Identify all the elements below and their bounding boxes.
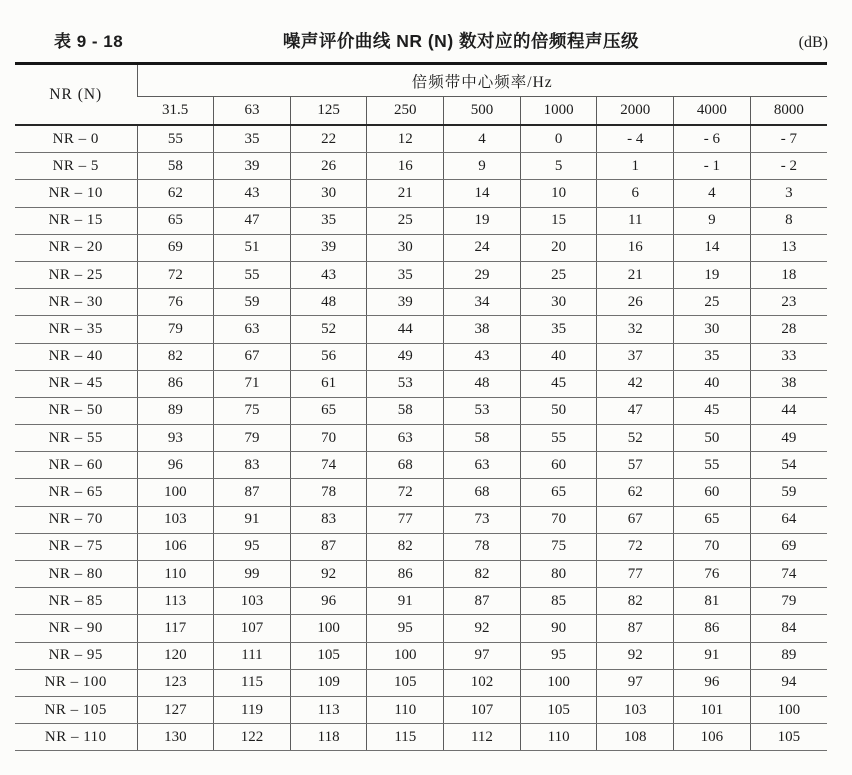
value-cell: 80 [520,561,597,588]
value-cell: 25 [520,261,597,288]
value-cell: 4 [444,125,521,153]
value-cell: 38 [750,370,827,397]
row-label: NR – 55 [15,425,137,452]
value-cell: 75 [214,397,291,424]
value-cell: 59 [750,479,827,506]
value-cell: 1 [597,153,674,180]
value-cell: 82 [597,588,674,615]
value-cell: 106 [674,724,751,751]
row-label: NR – 90 [15,615,137,642]
value-cell: 8 [750,207,827,234]
value-cell: - 4 [597,125,674,153]
value-cell: 73 [444,506,521,533]
value-cell: 43 [290,261,367,288]
value-cell: 85 [520,588,597,615]
row-label: NR – 40 [15,343,137,370]
row-label: NR – 35 [15,316,137,343]
value-cell: 72 [137,261,214,288]
table-row [15,234,827,261]
table-unit-label: (dB) [798,34,828,51]
table-row [15,153,827,180]
row-label: NR – 30 [15,289,137,316]
table-row [15,642,827,669]
table-row [15,425,827,452]
table-row [15,561,827,588]
table-row [15,724,827,751]
freq-header-cell: 250 [367,97,444,126]
row-label: NR – 20 [15,234,137,261]
table-body [15,125,827,751]
value-cell: 37 [597,343,674,370]
value-cell: 63 [367,425,444,452]
value-cell: 70 [290,425,367,452]
value-cell: 55 [674,452,751,479]
value-cell: 100 [137,479,214,506]
value-cell: 59 [214,289,291,316]
freq-header-cell: 1000 [520,97,597,126]
value-cell: 118 [290,724,367,751]
value-cell: 82 [137,343,214,370]
table-row [15,261,827,288]
value-cell: 9 [674,207,751,234]
table-row [15,669,827,696]
value-cell: 56 [290,343,367,370]
value-cell: 91 [674,642,751,669]
value-cell: 68 [367,452,444,479]
row-label: NR – 15 [15,207,137,234]
value-cell: 86 [674,615,751,642]
row-label: NR – 45 [15,370,137,397]
row-label: NR – 105 [15,696,137,723]
value-cell: 100 [750,696,827,723]
value-cell: 32 [597,316,674,343]
row-label: NR – 60 [15,452,137,479]
value-cell: 120 [137,642,214,669]
table-row [15,615,827,642]
value-cell: 96 [290,588,367,615]
value-cell: - 6 [674,125,751,153]
value-cell: 40 [674,370,751,397]
row-label: NR – 5 [15,153,137,180]
value-cell: 39 [214,153,291,180]
value-cell: 103 [597,696,674,723]
value-cell: 44 [750,397,827,424]
table-row [15,588,827,615]
table-row [15,506,827,533]
value-cell: 58 [137,153,214,180]
row-label: NR – 50 [15,397,137,424]
value-cell: 15 [520,207,597,234]
row-label: NR – 10 [15,180,137,207]
value-cell: 122 [214,724,291,751]
value-cell: 20 [520,234,597,261]
row-label: NR – 25 [15,261,137,288]
value-cell: 72 [597,533,674,560]
value-cell: 97 [444,642,521,669]
value-cell: 26 [290,153,367,180]
row-label: NR – 100 [15,669,137,696]
value-cell: 101 [674,696,751,723]
value-cell: 105 [750,724,827,751]
value-cell: 76 [137,289,214,316]
value-cell: 19 [674,261,751,288]
value-cell: 14 [674,234,751,261]
value-cell: 49 [367,343,444,370]
table-row [15,370,827,397]
row-label: NR – 80 [15,561,137,588]
table-row [15,125,827,153]
freq-header-cell: 63 [214,97,291,126]
value-cell: 52 [290,316,367,343]
value-cell: 79 [137,316,214,343]
value-cell: 74 [290,452,367,479]
value-cell: 30 [674,316,751,343]
freq-header-cell: 2000 [597,97,674,126]
value-cell: 96 [674,669,751,696]
value-cell: 78 [290,479,367,506]
value-cell: 127 [137,696,214,723]
table-header [15,64,827,126]
value-cell: 72 [367,479,444,506]
value-cell: 39 [290,234,367,261]
value-cell: 38 [444,316,521,343]
row-header-nr: NR (N) [49,85,103,103]
value-cell: 11 [597,207,674,234]
value-cell: 22 [290,125,367,153]
value-cell: 16 [597,234,674,261]
value-cell: 53 [367,370,444,397]
value-cell: 86 [137,370,214,397]
value-cell: 51 [214,234,291,261]
value-cell: 30 [367,234,444,261]
table-row [15,452,827,479]
value-cell: 107 [214,615,291,642]
value-cell: 35 [290,207,367,234]
value-cell: 30 [290,180,367,207]
value-cell: 39 [367,289,444,316]
row-label: NR – 95 [15,642,137,669]
value-cell: 97 [597,669,674,696]
value-cell: 110 [367,696,444,723]
value-cell: 91 [214,506,291,533]
table-row [15,207,827,234]
value-cell: 95 [214,533,291,560]
value-cell: 58 [367,397,444,424]
value-cell: 43 [444,343,521,370]
value-cell: - 1 [674,153,751,180]
table-number: 表 9 - 18 [54,32,124,51]
freq-header-cell: 125 [290,97,367,126]
value-cell: 35 [367,261,444,288]
value-cell: 70 [674,533,751,560]
value-cell: 94 [750,669,827,696]
value-cell: 10 [520,180,597,207]
value-cell: 62 [137,180,214,207]
value-cell: 105 [290,642,367,669]
value-cell: 63 [214,316,291,343]
value-cell: 35 [520,316,597,343]
value-cell: 87 [597,615,674,642]
value-cell: 18 [750,261,827,288]
value-cell: 47 [214,207,291,234]
row-label: NR – 75 [15,533,137,560]
value-cell: 34 [444,289,521,316]
value-cell: 57 [597,452,674,479]
value-cell: 14 [444,180,521,207]
value-cell: 55 [137,125,214,153]
value-cell: 65 [520,479,597,506]
table-title: 噪声评价曲线 NR (N) 数对应的倍频程声压级 [282,31,640,51]
value-cell: 45 [520,370,597,397]
value-cell: 21 [367,180,444,207]
freq-header-cell: 31.5 [161,102,189,118]
value-cell: 19 [444,207,521,234]
value-cell: 83 [290,506,367,533]
value-cell: 50 [674,425,751,452]
value-cell: 103 [214,588,291,615]
value-cell: 16 [367,153,444,180]
value-cell: 62 [597,479,674,506]
value-cell: 71 [214,370,291,397]
value-cell: 30 [520,289,597,316]
value-cell: 95 [367,615,444,642]
value-cell: 52 [597,425,674,452]
value-cell: 78 [444,533,521,560]
value-cell: 103 [137,506,214,533]
value-cell: 24 [444,234,521,261]
value-cell: 54 [750,452,827,479]
value-cell: 115 [367,724,444,751]
value-cell: 76 [674,561,751,588]
value-cell: 29 [444,261,521,288]
value-cell: 58 [444,425,521,452]
value-cell: 26 [597,289,674,316]
value-cell: 28 [750,316,827,343]
value-cell: 79 [214,425,291,452]
row-label: NR – 0 [15,125,137,153]
value-cell: 25 [367,207,444,234]
value-cell: 106 [137,533,214,560]
value-cell: 89 [750,642,827,669]
value-cell: 110 [520,724,597,751]
table-caption [24,27,828,53]
value-cell: 82 [444,561,521,588]
value-cell: 60 [674,479,751,506]
value-cell: 35 [214,125,291,153]
value-cell: 108 [597,724,674,751]
value-cell: 69 [750,533,827,560]
value-cell: 68 [444,479,521,506]
value-cell: 107 [444,696,521,723]
freq-header-row [15,97,827,126]
row-label: NR – 85 [15,588,137,615]
value-cell: 105 [520,696,597,723]
value-cell: 89 [137,397,214,424]
row-label: NR – 70 [15,506,137,533]
value-cell: 96 [137,452,214,479]
value-cell: 13 [750,234,827,261]
value-cell: 40 [520,343,597,370]
freq-group-header: 倍频带中心频率/Hz [137,64,827,97]
table-row [15,479,827,506]
value-cell: 67 [214,343,291,370]
table-row [15,180,827,207]
value-cell: 92 [444,615,521,642]
table-row [15,343,827,370]
table-row [15,289,827,316]
value-cell: 82 [367,533,444,560]
value-cell: 65 [674,506,751,533]
value-cell: 6 [597,180,674,207]
value-cell: 87 [290,533,367,560]
value-cell: 95 [520,642,597,669]
value-cell: 110 [137,561,214,588]
value-cell: 33 [750,343,827,370]
value-cell: 90 [520,615,597,642]
value-cell: - 2 [750,153,827,180]
value-cell: 105 [367,669,444,696]
value-cell: 55 [520,425,597,452]
value-cell: 44 [367,316,444,343]
value-cell: 87 [444,588,521,615]
value-cell: 99 [214,561,291,588]
value-cell: 100 [367,642,444,669]
value-cell: 70 [520,506,597,533]
value-cell: 67 [597,506,674,533]
value-cell: 91 [367,588,444,615]
value-cell: 112 [444,724,521,751]
value-cell: 113 [290,696,367,723]
value-cell: 43 [214,180,291,207]
table-row [15,397,827,424]
value-cell: 48 [290,289,367,316]
group-header-row [15,64,827,97]
row-label: NR – 65 [15,479,137,506]
value-cell: 69 [137,234,214,261]
value-cell: 92 [290,561,367,588]
value-cell: 9 [444,153,521,180]
table-row [15,533,827,560]
value-cell: 123 [137,669,214,696]
value-cell: 45 [674,397,751,424]
value-cell: 115 [214,669,291,696]
value-cell: 21 [597,261,674,288]
value-cell: 86 [367,561,444,588]
value-cell: 50 [520,397,597,424]
value-cell: 77 [597,561,674,588]
value-cell: 5 [520,153,597,180]
value-cell: 93 [137,425,214,452]
value-cell: 4 [674,180,751,207]
value-cell: 109 [290,669,367,696]
value-cell: 42 [597,370,674,397]
value-cell: 60 [520,452,597,479]
value-cell: 83 [214,452,291,479]
table-row [15,696,827,723]
row-label: NR – 110 [15,724,137,751]
value-cell: 75 [520,533,597,560]
value-cell: 3 [750,180,827,207]
value-cell: 25 [674,289,751,316]
value-cell: 23 [750,289,827,316]
value-cell: 87 [214,479,291,506]
value-cell: 53 [444,397,521,424]
value-cell: 74 [750,561,827,588]
scanned-book-page [0,27,852,751]
freq-header-cell: 8000 [750,97,827,126]
value-cell: 0 [520,125,597,153]
value-cell: - 7 [750,125,827,153]
value-cell: 49 [750,425,827,452]
value-cell: 55 [214,261,291,288]
value-cell: 12 [367,125,444,153]
value-cell: 113 [137,588,214,615]
value-cell: 48 [444,370,521,397]
value-cell: 63 [444,452,521,479]
value-cell: 100 [520,669,597,696]
value-cell: 64 [750,506,827,533]
value-cell: 119 [214,696,291,723]
freq-header-cell: 500 [444,97,521,126]
nr-octave-band-table [15,62,827,751]
value-cell: 79 [750,588,827,615]
value-cell: 61 [290,370,367,397]
value-cell: 130 [137,724,214,751]
freq-header-cell: 4000 [674,97,751,126]
value-cell: 77 [367,506,444,533]
table-row [15,316,827,343]
value-cell: 35 [674,343,751,370]
value-cell: 117 [137,615,214,642]
value-cell: 100 [290,615,367,642]
value-cell: 102 [444,669,521,696]
value-cell: 65 [290,397,367,424]
value-cell: 81 [674,588,751,615]
value-cell: 65 [137,207,214,234]
value-cell: 84 [750,615,827,642]
value-cell: 92 [597,642,674,669]
value-cell: 47 [597,397,674,424]
value-cell: 111 [214,642,291,669]
